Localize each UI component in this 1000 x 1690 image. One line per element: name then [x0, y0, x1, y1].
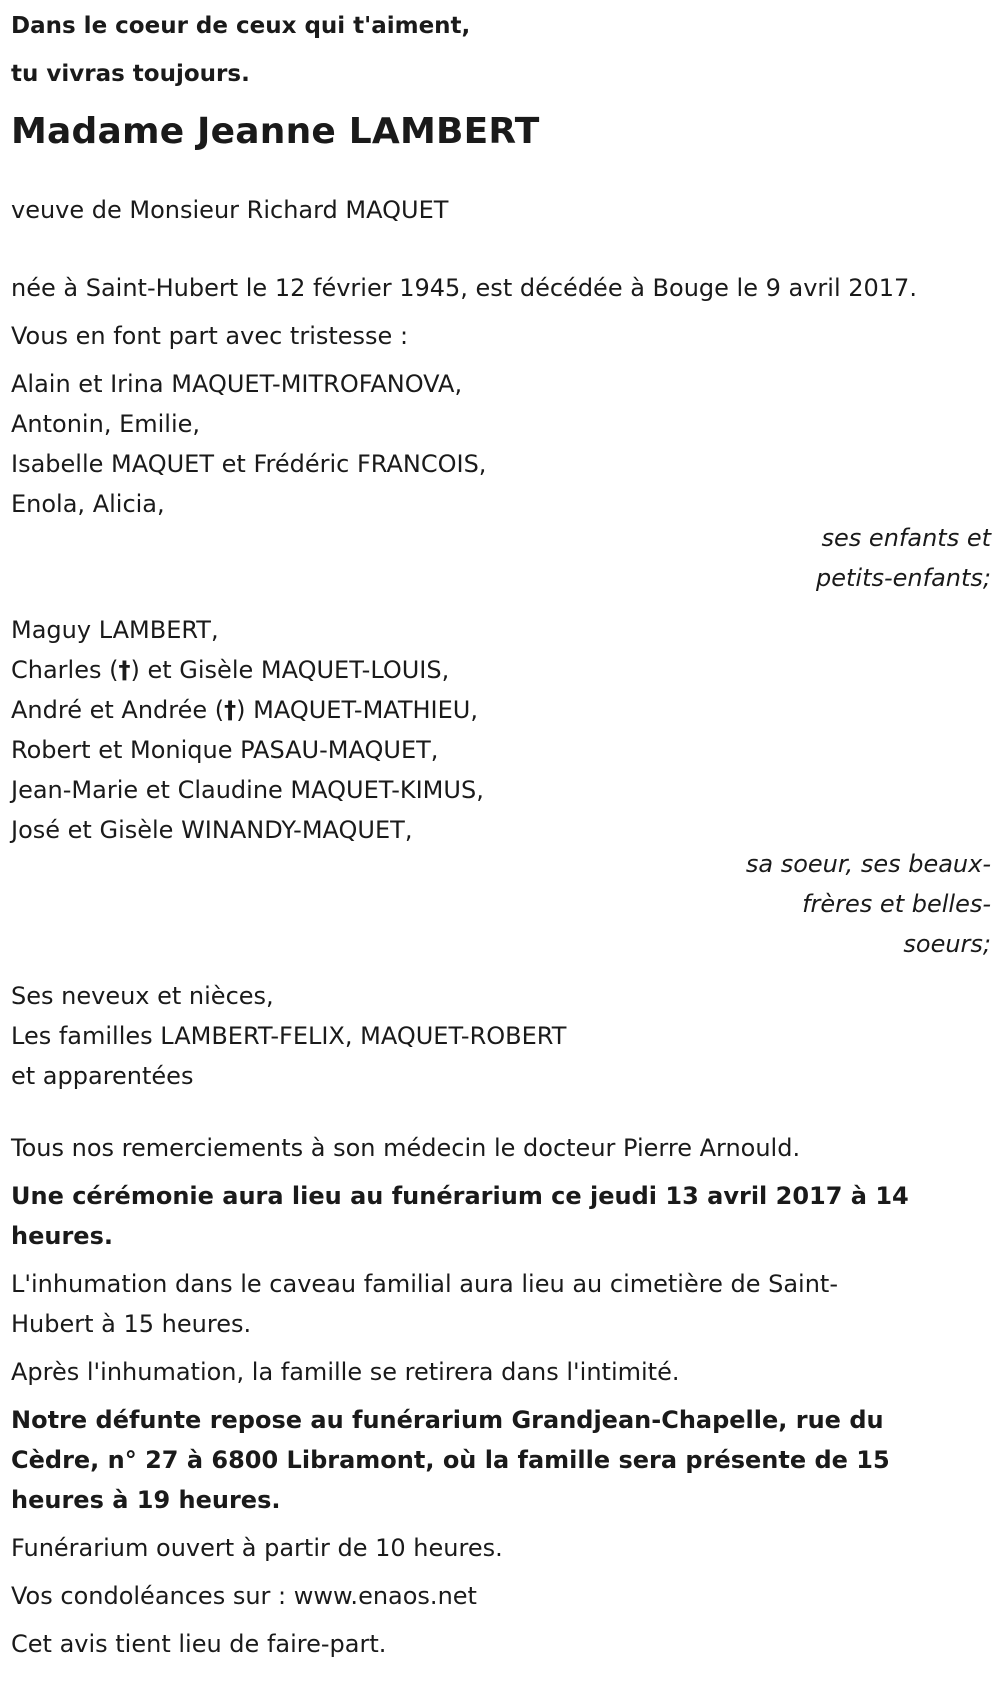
children-list — [11, 364, 991, 524]
epigraph — [11, 2, 991, 98]
list-item: et apparentées — [11, 1062, 194, 1090]
list-item-text: André et Andrée ( — [11, 696, 225, 724]
list-item — [11, 650, 991, 690]
ceremony-line: Une cérémonie aura lieu au funérarium ce jeudi 13 avril 2017 à 14 — [11, 1182, 909, 1210]
role-line: soeurs; — [903, 930, 991, 958]
notice-text: Cet avis tient lieu de faire-part. — [11, 1630, 387, 1658]
list-item: Alain et Irina MAQUET-MITROFANOVA, — [11, 370, 463, 398]
burial-line: L'inhumation dans le caveau familial aura lieu au cimetière de Saint- — [11, 1270, 838, 1298]
burial-line: Hubert à 15 heures. — [11, 1310, 252, 1338]
list-item: Jean-Marie et Claudine MAQUET-KIMUS, — [11, 776, 484, 804]
rest-line: heures à 19 heures. — [11, 1486, 281, 1514]
siblings-list — [11, 610, 991, 850]
deceased-name: Madame Jeanne LAMBERT — [11, 111, 540, 152]
role-line: ses enfants et — [821, 524, 991, 552]
children-role — [11, 518, 991, 598]
burial-block — [11, 1264, 991, 1344]
rest-line: Notre défunte repose au funérarium Grandjean-Chapelle, rue du — [11, 1406, 884, 1434]
list-item: José et Gisèle WINANDY-MAQUET, — [11, 816, 413, 844]
siblings-role — [11, 844, 991, 964]
list-item: Ses neveux et nièces, — [11, 982, 274, 1010]
widow-of: veuve de Monsieur Richard MAQUET — [11, 196, 449, 224]
role-line: petits-enfants; — [816, 564, 991, 592]
list-item-text: ) MAQUET-MATHIEU, — [236, 696, 478, 724]
list-item: Maguy LAMBERT, — [11, 616, 219, 644]
rest-line: Cèdre, n° 27 à 6800 Libramont, où la famille sera présente de 15 — [11, 1446, 890, 1474]
epigraph-line-1: Dans le coeur de ceux qui t'aiment, — [11, 13, 471, 39]
list-item: Antonin, Emilie, — [11, 410, 201, 438]
list-item — [11, 690, 991, 730]
cross-icon: † — [118, 656, 131, 684]
others-list — [11, 976, 991, 1096]
announce-text: Vous en font part avec tristesse : — [11, 322, 409, 350]
list-item-text: ) et Gisèle MAQUET-LOUIS, — [130, 656, 450, 684]
after-burial-text: Après l'inhumation, la famille se retirera dans l'intimité. — [11, 1358, 680, 1386]
ceremony-line: heures. — [11, 1222, 113, 1250]
list-item: Enola, Alicia, — [11, 490, 165, 518]
role-line: sa soeur, ses beaux- — [745, 850, 991, 878]
ceremony-block — [11, 1176, 991, 1256]
rest-block — [11, 1400, 991, 1520]
thanks-text: Tous nos remerciements à son médecin le docteur Pierre Arnould. — [11, 1134, 801, 1162]
epigraph-line-2: tu vivras toujours. — [11, 61, 250, 87]
birth-death-text: née à Saint-Hubert le 12 février 1945, est décédée à Bouge le 9 avril 2017. — [11, 274, 917, 302]
condolences-text: Vos condoléances sur : www.enaos.net — [11, 1582, 477, 1610]
list-item: Robert et Monique PASAU-MAQUET, — [11, 736, 439, 764]
list-item: Isabelle MAQUET et Frédéric FRANCOIS, — [11, 450, 487, 478]
role-line: frères et belles- — [802, 890, 991, 918]
list-item-text: Charles ( — [11, 656, 119, 684]
opening-hours-text: Funérarium ouvert à partir de 10 heures. — [11, 1534, 503, 1562]
cross-icon: † — [224, 696, 237, 724]
list-item: Les familles LAMBERT-FELIX, MAQUET-ROBERT — [11, 1022, 567, 1050]
obituary-notice — [11, 0, 991, 1664]
